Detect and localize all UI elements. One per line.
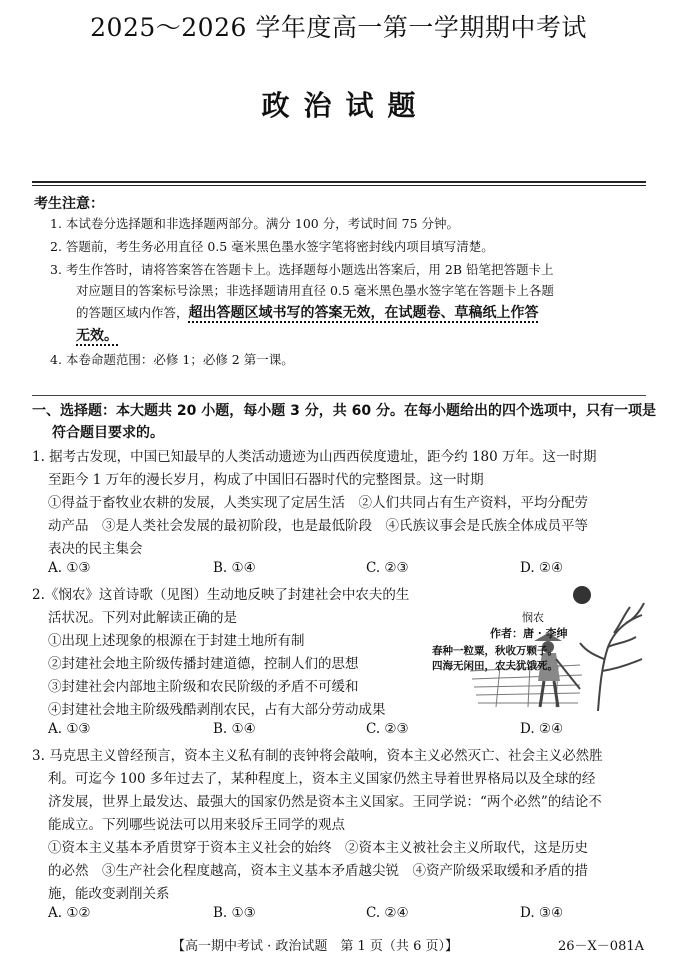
q3-line-5: ①资本主义基本矛盾贯穿于资本主义社会的始终 ②资本主义被社会主义所取代，这是历史 <box>48 840 588 856</box>
q3-option-a: A. ①② <box>48 905 91 921</box>
note-3-line-3-plain: 的答题区域内作答， <box>76 305 189 320</box>
header-rule-thin <box>32 185 646 186</box>
tree-icon <box>580 603 644 711</box>
q2-statement-3: ③封建社会内部地主阶级和农民阶级的矛盾不可缓和 <box>48 679 359 695</box>
q2-statement-4: ④封建社会地主阶级残酷剥削农民，占有大部分劳动成果 <box>48 702 386 718</box>
note-3-line-4-emphasis: 无效。 <box>76 328 118 344</box>
q2-option-a: A. ①③ <box>48 721 91 737</box>
q2-option-b: B. ①④ <box>213 721 256 737</box>
q3-line-6: 的必然 ③生产社会化程度越高，资本主义基本矛盾越尖锐 ④资产阶级采取缓和矛盾的措 <box>48 863 588 879</box>
note-2: 2. 答题前，考生务必用直径 0.5 毫米黑色墨水签字笔将密封线内项目填写清楚。 <box>50 239 494 254</box>
q3-option-d: D. ③④ <box>520 905 564 921</box>
q2-statement-2: ②封建社会地主阶级传播封建道德，控制人们的思想 <box>48 656 359 672</box>
q2-line-1: 2.《悯农》这首诗歌（见图）生动地反映了封建社会中农夫的生 <box>32 587 410 603</box>
q2-option-d: D. ②④ <box>520 721 564 737</box>
q3-line-1: 3. 马克思主义曾经预言，资本主义私有制的丧钟将会敲响，资本主义必然灭亡、社会主义必然胜 <box>32 748 603 764</box>
q3-option-c: C. ②④ <box>366 905 409 921</box>
q1-option-a: A. ①③ <box>48 560 91 576</box>
q3-line-2: 利。可迄今 100 多年过去了，某种程度上，资本主义国家仍然主导着世界格局以及全球的经 <box>48 771 596 787</box>
note-3-line-2: 对应题目的答案标号涂黑；非选择题请用直径 0.5 毫米黑色墨水签字笔在答题卡上各题 <box>76 283 554 298</box>
q1-line-4: 动产品 ③是人类社会发展的最初阶段，也是最低阶段 ④氏族议事会是氏族全体成员平等 <box>48 518 588 534</box>
q1-line-5: 表决的民主集会 <box>48 541 143 557</box>
q3-line-4: 能成立。下列哪些说法可以用来驳斥王同学的观点 <box>48 817 345 833</box>
q1-line-2: 至距今 1 万年的漫长岁月，构成了中国旧石器时代的完整图景。这一时期 <box>48 472 484 488</box>
sun-icon <box>573 586 591 604</box>
note-3-line-1: 3. 考生作答时，请将答案答在答题卡上。选择题每小题选出答案后，用 2B 铅笔把答题卡上 <box>50 262 554 277</box>
note-3-line-3 <box>76 302 539 322</box>
poem-author: 作者：唐 · 李绅 <box>490 627 568 640</box>
page-footer: 【高一期中考试 · 政治试题 第 1 页（共 6 页）】 <box>172 939 458 954</box>
notes-heading: 考生注意： <box>34 196 104 212</box>
poem-line-2: 四海无闲田，农夫犹饿死。 <box>432 660 558 672</box>
q1-option-b: B. ①④ <box>213 560 256 576</box>
q3-line-7: 施，能改变剥削关系 <box>48 886 170 902</box>
header-rule-thick <box>32 181 646 183</box>
q3-option-b: B. ①③ <box>213 905 256 921</box>
note-4: 4. 本卷命题范围：必修 1；必修 2 第一课。 <box>50 352 294 367</box>
q3-line-3: 济发展，世界上最发达、最强大的国家仍然是资本主义国家。王同学说：“两个必然”的结论不 <box>48 794 602 810</box>
paper-code: 26－X－081A <box>558 939 644 954</box>
q1-option-c: C. ②③ <box>366 560 409 576</box>
section-1-heading-line-2: 符合题目要求的。 <box>52 425 164 441</box>
note-1: 1. 本试卷分选择题和非选择题两部分。满分 100 分，考试时间 75 分钟。 <box>50 216 460 231</box>
q1-line-1: 1. 据考古发现，中国已知最早的人类活动遗迹为山西西侯度遗址，距今约 180 万年。这一时期 <box>32 449 597 465</box>
note-3-line-3-emphasis: 超出答题区域书写的答案无效，在试题卷、草稿纸上作答 <box>188 305 539 321</box>
q1-line-3: ①得益于畜牧业农耕的发展，人类实现了定居生活 ②人们共同占有生产资料，平均分配劳 <box>48 495 588 511</box>
subject-title: 政治试题 <box>261 89 430 122</box>
q2-statement-1: ①出现上述现象的根源在于封建土地所有制 <box>48 633 305 649</box>
poem-illustration <box>430 585 646 711</box>
poem-line-1: 春种一粒粟，秋收万颗子。 <box>432 645 558 657</box>
poem-title: 悯农 <box>522 611 544 624</box>
notes-rule <box>32 395 646 396</box>
q2-line-2: 活状况。下列对此解读正确的是 <box>48 610 237 626</box>
section-1-heading-line-1: 一、选择题：本大题共 20 小题，每小题 3 分，共 60 分。在每小题给出的四个选项中，只有一项是 <box>32 403 656 419</box>
exam-title: 2025～2026 学年度高一第一学期期中考试 <box>90 13 587 42</box>
q1-option-d: D. ②④ <box>520 560 564 576</box>
q2-option-c: C. ②③ <box>366 721 409 737</box>
